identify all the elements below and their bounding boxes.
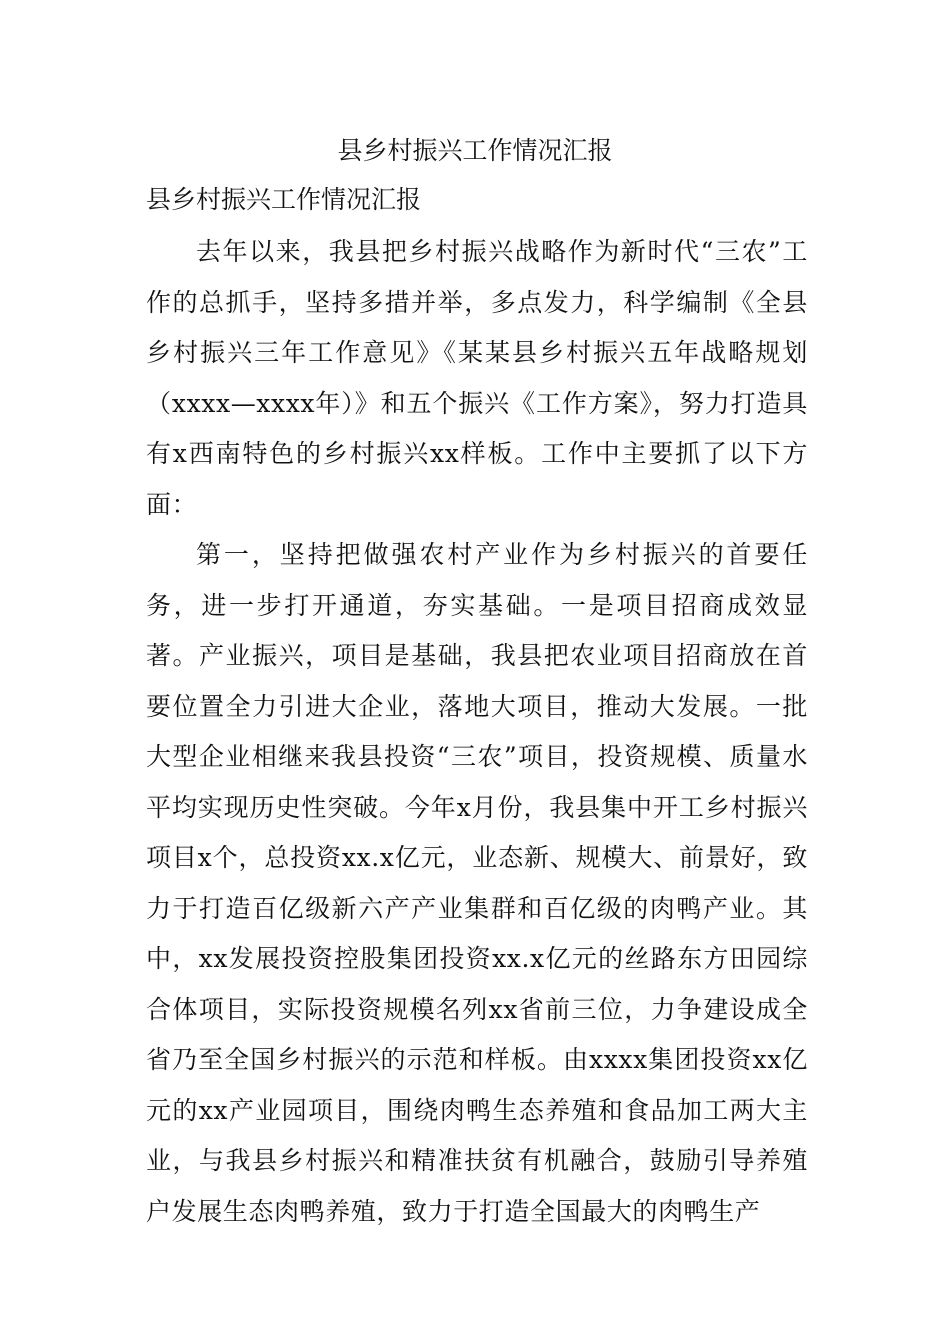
- paragraph-intro: 去年以来，我县把乡村振兴战略作为新时代“三农”工作的总抓手，坚持多措并举，多点发力，科学编制《全县乡村振兴三年工作意见》《某某县乡村振兴五年战略规划（xxxx—xxxx年）》和五个振兴《工作方案》，努力打造具有x西南特色的乡村振兴xx样板。工作中主要抓了以下方面：: [146, 237, 808, 519]
- paragraph-first-point: 第一，坚持把做强农村产业作为乡村振兴的首要任务，进一步打开通道，夯实基础。一是项目招商成效显著。产业振兴，项目是基础，我县把农业项目招商放在首要位置全力引进大企业，落地大项目，推动大发展。一批大型企业相继来我县投资“三农”项目，投资规模、质量水平均实现历史性突破。今年x月份，我县集中开工乡村振兴项目x个，总投资xx.x亿元，业态新、规模大、前景好，致力于打造百亿级新六产产业集群和百亿级的肉鸭产业。其中，xx发展投资控股集团投资xx.x亿元的丝路东方田园综合体项目，实际投资规模名列xx省前三位，力争建设成全省乃至全国乡村振兴的示范和样板。由xxxx集团投资xx亿元的xx产业园项目，围绕肉鸭生态养殖和食品加工两大主业，与我县乡村振兴和精准扶贫有机融合，鼓励引导养殖户发展生态肉鸭养殖，致力于打造全国最大的肉鸭生产: [146, 540, 808, 1226]
- document-subtitle: 县乡村振兴工作情况汇报: [146, 185, 422, 214]
- document-body: [146, 227, 808, 1237]
- document-title: 县乡村振兴工作情况汇报: [337, 136, 613, 165]
